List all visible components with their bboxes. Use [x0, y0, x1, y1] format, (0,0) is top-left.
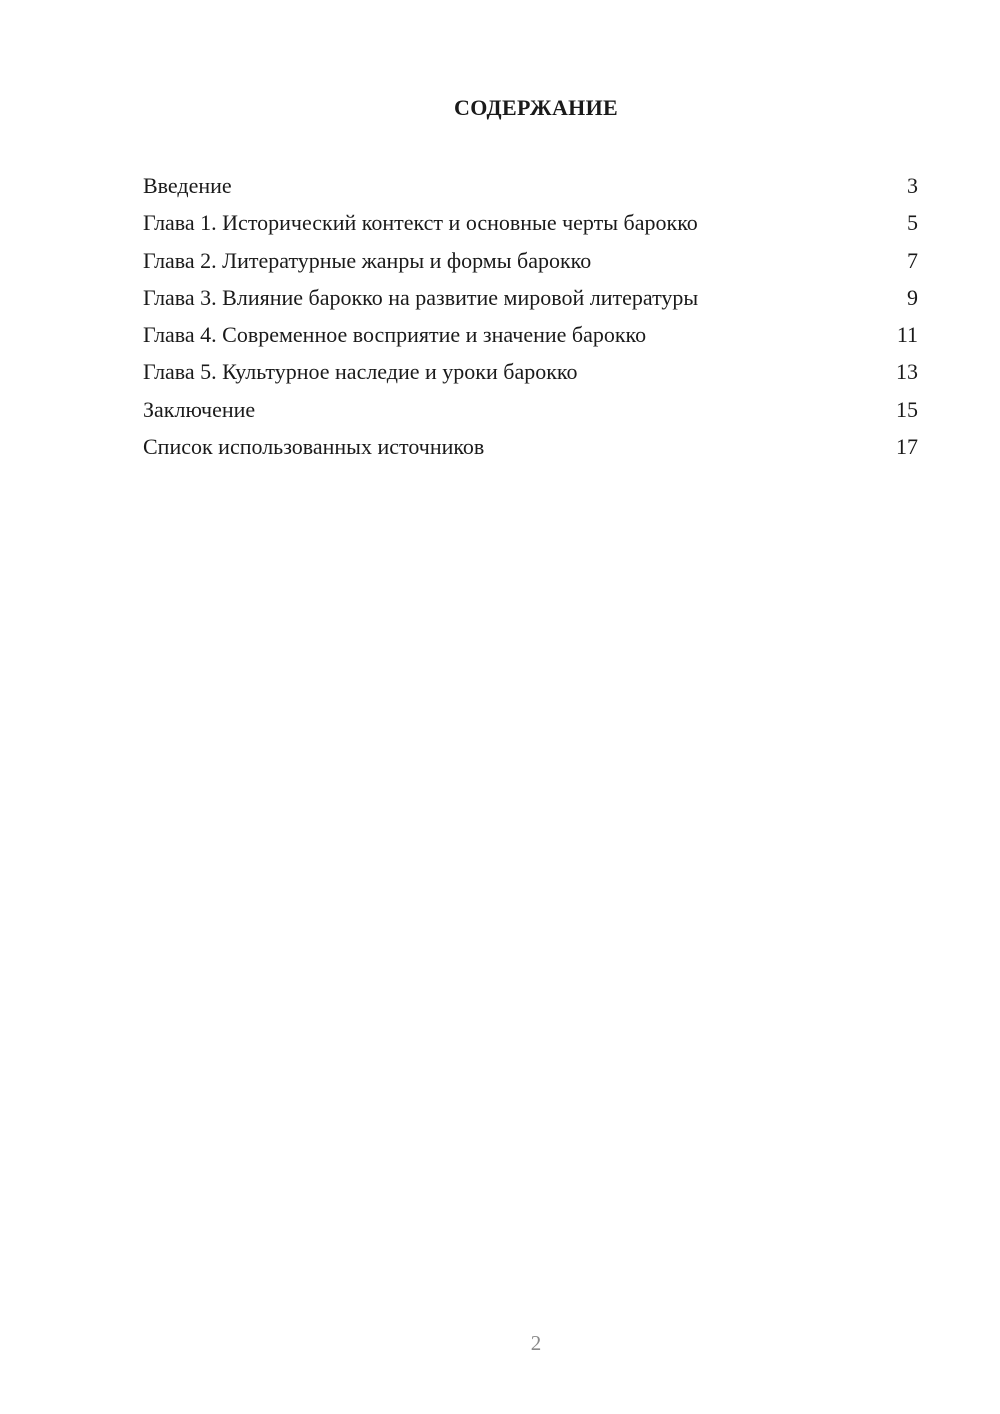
page-number: 2 — [530, 1331, 542, 1355]
toc-entry-chapter-1 — [143, 204, 918, 241]
toc-entry-page: 5 — [907, 210, 918, 236]
toc-entry-chapter-3 — [143, 279, 918, 316]
toc-entry-title: Глава 3. Влияние барокко на развитие мировой литературы — [143, 284, 699, 310]
toc-entry-title: Заключение — [143, 396, 256, 422]
toc-entry-page: 9 — [907, 284, 918, 310]
toc-entry-introduction — [143, 167, 918, 204]
toc-heading: СОДЕРЖАНИЕ — [454, 95, 618, 120]
table-of-contents — [143, 167, 918, 465]
toc-entry-chapter-2 — [143, 242, 918, 279]
toc-entry-page: 7 — [907, 247, 918, 273]
toc-entry-chapter-5 — [143, 353, 918, 390]
toc-entry-page: 13 — [896, 359, 918, 385]
toc-entry-title: Глава 5. Культурное наследие и уроки барокко — [143, 359, 578, 385]
toc-entry-title: Глава 1. Исторический контекст и основные черты барокко — [143, 210, 698, 236]
toc-entry-page: 15 — [896, 396, 918, 422]
toc-entry-title: Введение — [143, 173, 232, 198]
toc-entry-title: Список использованных источников — [143, 434, 485, 460]
toc-entry-chapter-4 — [143, 316, 918, 353]
toc-entry-page: 11 — [896, 322, 918, 348]
toc-entry-page: 17 — [896, 434, 918, 460]
toc-entry-title: Глава 2. Литературные жанры и формы барокко — [143, 247, 592, 273]
toc-entry-page: 3 — [907, 173, 918, 198]
toc-entry-references — [143, 428, 918, 465]
toc-entry-title: Глава 4. Современное восприятие и значение барокко — [143, 322, 647, 348]
toc-entry-conclusion — [143, 391, 918, 428]
